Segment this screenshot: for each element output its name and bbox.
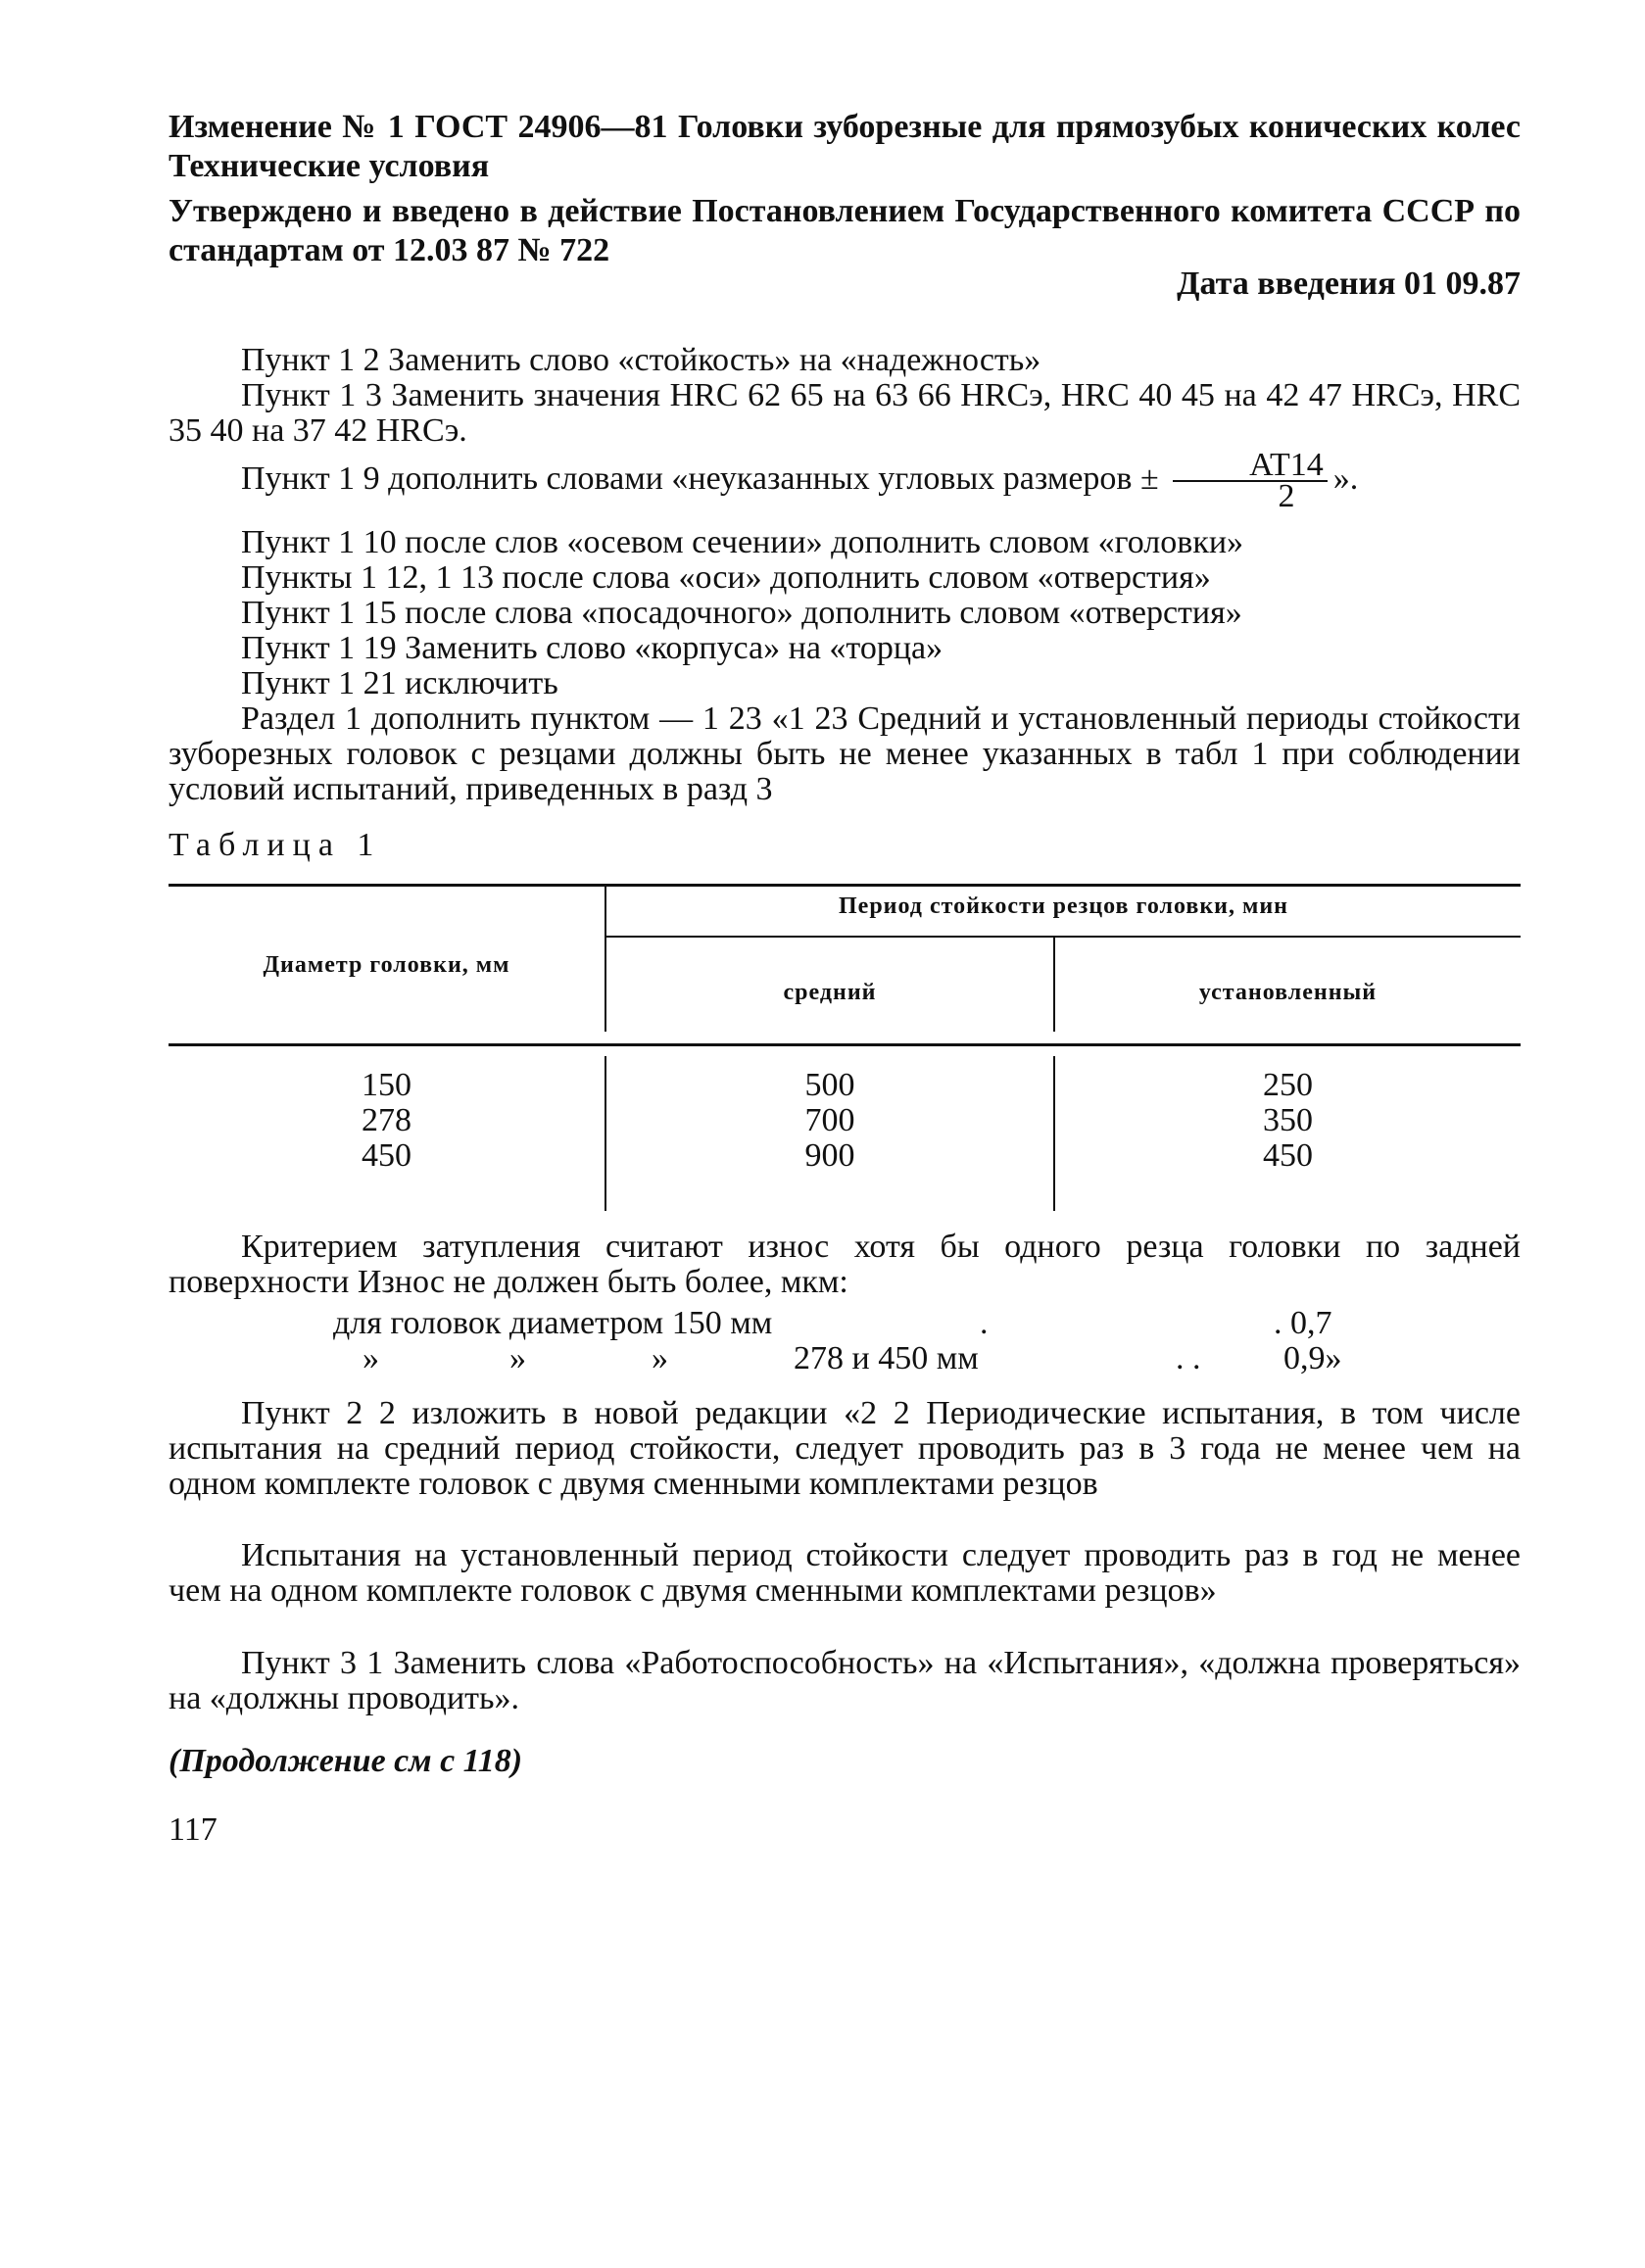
item-1-2: Пункт 1 2 Заменить слово «стойкость» на «надежность» <box>241 342 1041 378</box>
table-cell-avg: 700 <box>804 1102 855 1138</box>
item-2-2: Пункт 2 2 изложить в новой редакции «2 2 Периодические испытания, в том числе испытания на средний период стойкости, следует проводить раз в 3 года не менее чем на одном комплекте головок с двумя сменными комплектами резцов <box>169 1395 1521 1502</box>
table-cell-diameter: 450 <box>362 1137 411 1174</box>
table-cell-diameter: 278 <box>362 1102 411 1138</box>
ditto-3: » <box>652 1340 668 1376</box>
section-1-addition: Раздел 1 дополнить пунктом — 1 23 «1 23 Средний и установленный периоды стойкости зуборезных головок с резцами должны быть не менее указанных в табл 1 при соблюдении условий испытаний, приведенных в разд 3 <box>169 700 1521 807</box>
table-caption: Таблица 1 <box>169 827 382 863</box>
item-1-10: Пункт 1 10 после слов «осевом сечении» дополнить словом «головки» <box>241 524 1244 560</box>
approval-statement: Утверждено и введено в действие Постановлением Государственного комитета СССР по стандартам от 12.03 87 № 722 <box>169 193 1521 268</box>
item-1-21: Пункт 1 21 исключить <box>241 665 558 701</box>
header-diameter: Диаметр головки, мм <box>263 952 510 978</box>
dulling-criterion: Критерием затупления считают износ хотя бы одного резца головки по задней поверхности Износ не должен быть более, мкм: <box>169 1229 1521 1300</box>
table-header-rule <box>169 1043 1521 1046</box>
continuation-note: (Продолжение см с 118) <box>169 1743 523 1779</box>
header-period: Период стойкости резцов головки, мин <box>839 893 1288 919</box>
table-cell-set: 450 <box>1263 1137 1313 1174</box>
wear-150-label: для головок диаметром 150 мм <box>333 1305 773 1341</box>
wear-150-dots: . <box>980 1305 989 1341</box>
table-cell-avg: 900 <box>804 1137 855 1174</box>
table-cell-avg: 500 <box>804 1067 855 1103</box>
amendment-title: Изменение № 1 ГОСТ 24906—81 Головки зуборезные для прямозубых конических колес Технические условия <box>169 109 1521 184</box>
header-established: установленный <box>1198 980 1378 1005</box>
table-cell-set: 350 <box>1263 1102 1313 1138</box>
wear-278-450-value: 0,9» <box>1283 1340 1342 1376</box>
table-subheader-rule <box>606 936 1521 938</box>
effective-date: Дата введения 01 09.87 <box>1177 265 1521 302</box>
ditto-2: » <box>509 1340 526 1376</box>
page-number: 117 <box>169 1811 218 1848</box>
item-1-3: Пункт 1 3 Заменить значения HRC 62 65 на 63 66 HRCэ, HRC 40 45 на 42 47 HRCэ, HRC 35 40 на 37 42 HRCэ. <box>169 377 1521 449</box>
fraction <box>1173 447 1328 514</box>
fraction-denominator: 2 <box>1278 478 1295 514</box>
tests-established-period: Испытания на установленный период стойкости следует проводить раз в год не менее чем на одном комплекте головок с двумя сменными комплектами резцов» <box>169 1537 1521 1609</box>
wear-150-value: . 0,7 <box>1274 1305 1332 1341</box>
wear-278-450-dots: . . <box>1176 1340 1201 1376</box>
item-1-15: Пункт 1 15 после слова «посадочного» дополнить словом «отверстия» <box>241 595 1242 631</box>
item-1-12: Пункты 1 12, 1 13 после слова «оси» дополнить словом «отверстия» <box>241 559 1211 596</box>
ditto-1: » <box>363 1340 379 1376</box>
table-cell-diameter: 150 <box>362 1067 411 1103</box>
table-top-rule <box>169 884 1521 887</box>
wear-278-450-label: 278 и 450 мм <box>794 1340 979 1376</box>
item-1-9-text: Пункт 1 9 дополнить словами «неуказанных угловых размеров ± <box>241 459 1159 497</box>
item-1-9 <box>169 447 1521 514</box>
header-average: средний <box>783 980 877 1005</box>
fraction-numerator: AT14 <box>1173 451 1328 482</box>
item-1-9-end: ». <box>1332 459 1359 497</box>
table-cell-set: 250 <box>1263 1067 1313 1103</box>
item-1-19: Пункт 1 19 Заменить слово «корпуса» на «торца» <box>241 630 943 666</box>
item-3-1: Пункт 3 1 Заменить слова «Работоспособность» на «Испытания», «должна проверяться» на «должны проводить». <box>169 1645 1521 1716</box>
